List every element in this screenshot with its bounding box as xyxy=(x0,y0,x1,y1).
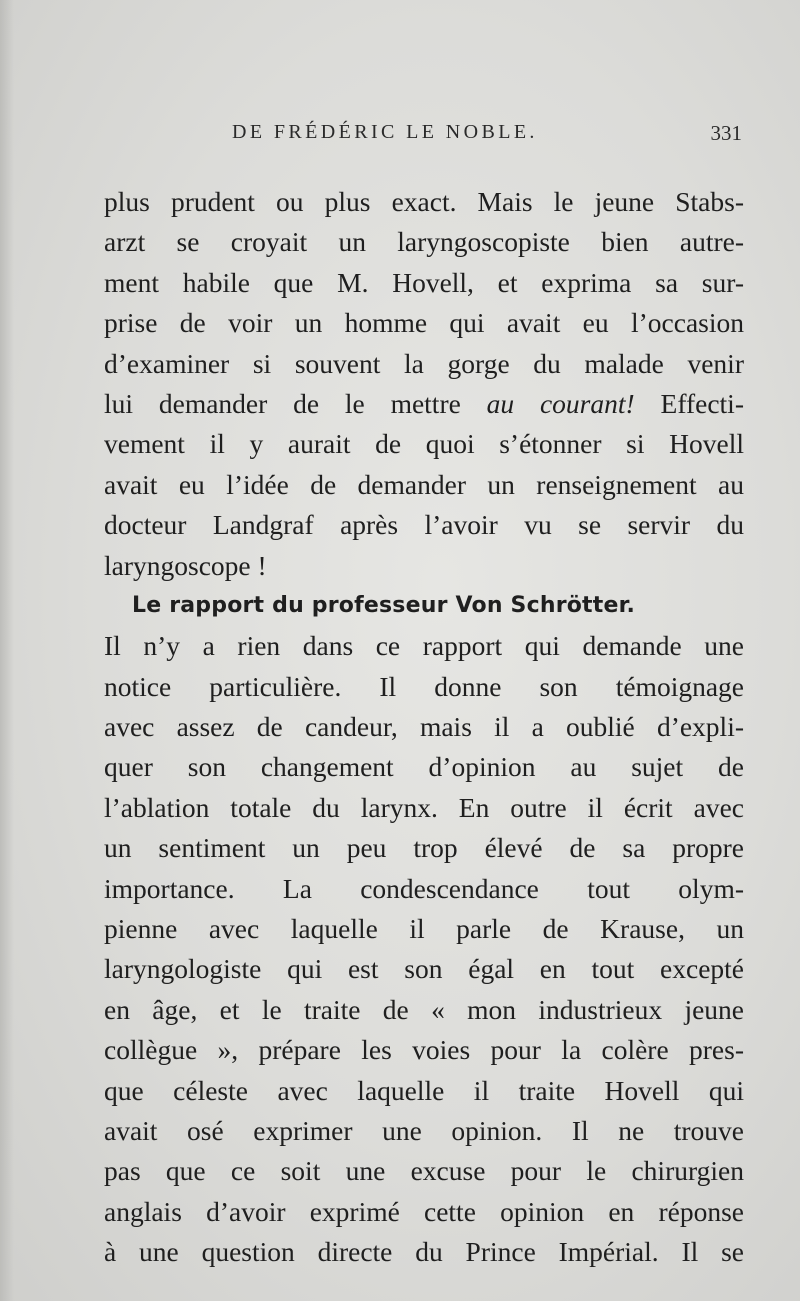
text-line: pienne avec laquelle il parle de Krause, un xyxy=(104,913,744,945)
text-line: que céleste avec laquelle il traite Hovell qui xyxy=(104,1074,744,1106)
text-line: Il n’y a rien dans ce rapport qui demande une xyxy=(104,630,744,662)
text-line: collègue », prépare les voies pour la colère pres- xyxy=(104,1034,744,1066)
text-line: à une question directe du Prince Impérial. Il se xyxy=(104,1236,744,1268)
section-heading: Le rapport du professeur Von Schrötter. xyxy=(132,592,636,618)
text-line: laryngoscope ! xyxy=(104,549,267,581)
text-line: vement il y aurait de quoi s’étonner si Hovell xyxy=(104,428,744,460)
text-line: pas que ce soit une excuse pour le chirurgien xyxy=(104,1155,744,1187)
text-line: avec assez de candeur, mais il a oublié d’expli- xyxy=(104,711,744,743)
running-title: DE FRÉDÉRIC LE NOBLE. xyxy=(232,121,538,143)
text-line: arzt se croyait un laryngoscopiste bien autre- xyxy=(104,226,744,258)
text-line: importance. La condescendance tout olym- xyxy=(104,872,744,904)
text-line: d’examiner si souvent la gorge du malade venir xyxy=(104,347,744,379)
page-number: 331 xyxy=(710,121,742,145)
text-line: ment habile que M. Hovell, et exprima sa sur- xyxy=(104,266,744,298)
text-line xyxy=(104,384,744,424)
text-line: anglais d’avoir exprimé cette opinion en réponse xyxy=(104,1195,744,1227)
text-segment: lui demander de le mettre xyxy=(104,387,487,419)
page-header xyxy=(104,121,744,151)
text-line: avait osé exprimer une opinion. Il ne trouve xyxy=(104,1114,744,1146)
text-segment: Effecti- xyxy=(634,387,744,419)
text-line: avait eu l’idée de demander un renseignement au xyxy=(104,468,744,500)
text-line: quer son changement d’opinion au sujet de xyxy=(104,751,744,783)
text-line: en âge, et le traite de « mon industrieux jeune xyxy=(104,993,744,1025)
text-line: notice particulière. Il donne son témoignage xyxy=(104,670,744,702)
text-line: l’ablation totale du larynx. En outre il écrit avec xyxy=(104,791,744,823)
text-line: docteur Landgraf après l’avoir vu se servir du xyxy=(104,509,744,541)
text-line: un sentiment un peu trop élevé de sa propre xyxy=(104,832,744,864)
italic-phrase: au courant! xyxy=(486,387,635,419)
text-line: prise de voir un homme qui avait eu l’occasion xyxy=(104,307,744,339)
text-line: laryngologiste qui est son égal en tout excepté xyxy=(104,953,744,985)
body-text xyxy=(104,182,744,1273)
text-line: plus prudent ou plus exact. Mais le jeune Stabs- xyxy=(104,186,744,217)
